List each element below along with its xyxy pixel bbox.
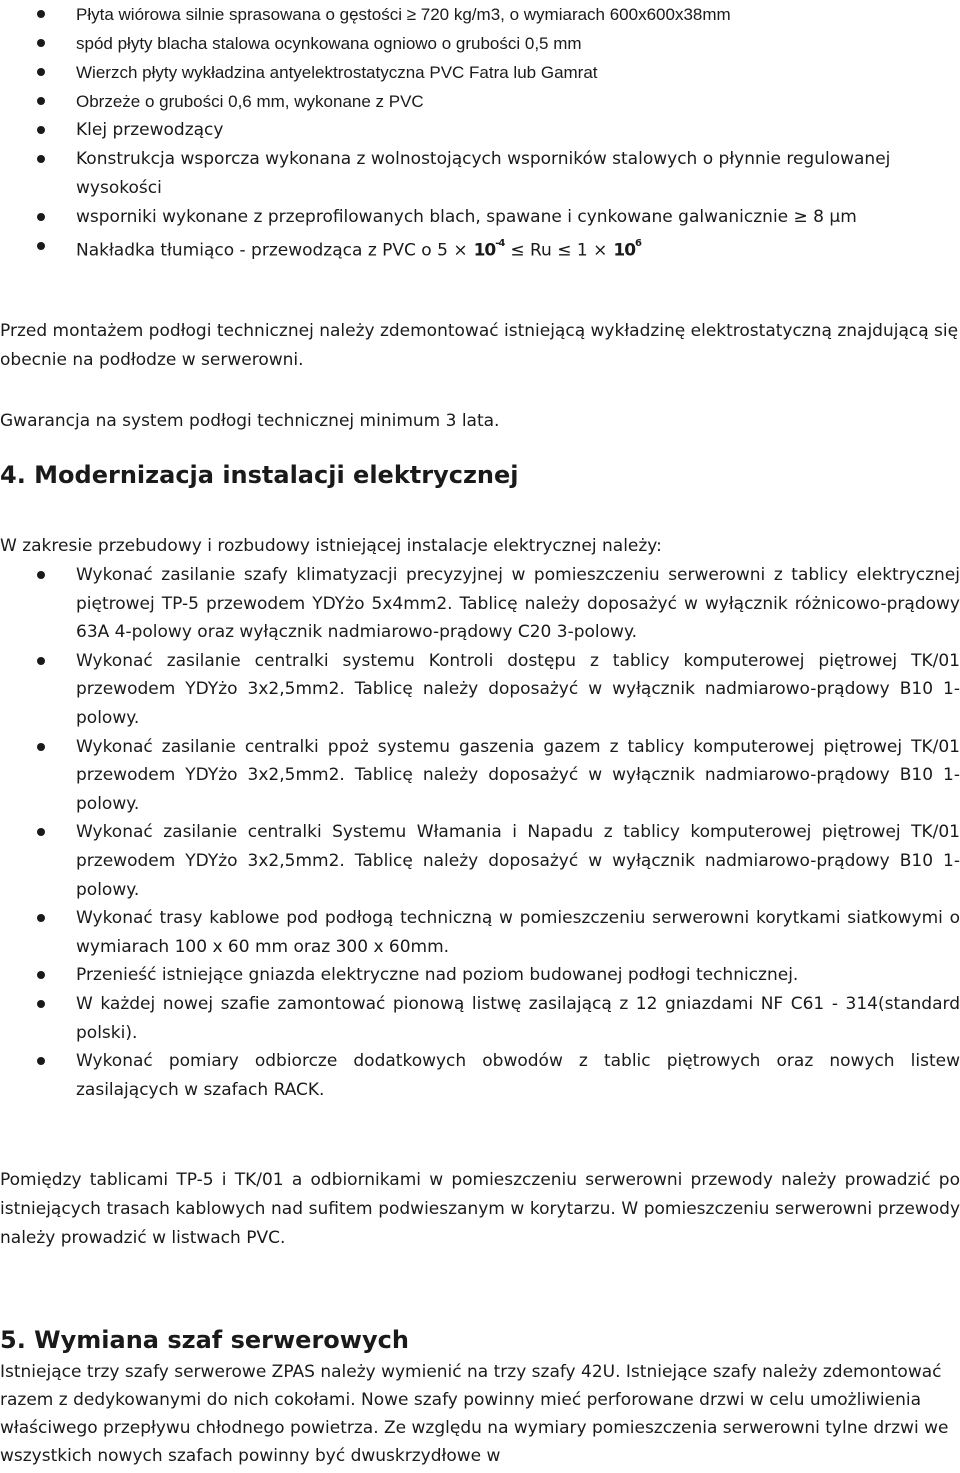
list-item: Wykonać trasy kablowe pod podłogą techniczną w pomieszczeniu serwerowni korytkami siatkowymi o wymiarach 100 x 60 mm oraz 300 x 60mm. [0, 904, 960, 961]
list-item: Wykonać zasilanie centralki ppoż systemu gaszenia gazem z tablicy komputerowej piętrowej TK/01 przewodem YDYżo 3x2,5mm2. Tablicę należy doposażyć w wyłącznik nadmiarowo-prądowy B10 1-polowy. [0, 733, 960, 819]
paragraph-montaz: Przed montażem podłogi technicznej należy zdemontować istniejącą wykładzinę elektrostatyczną znajdującą się obecnie na podłodze w serwerowni. [0, 321, 959, 370]
bullet-icon [37, 1057, 45, 1065]
bullet-icon [37, 68, 45, 76]
bullet-icon [37, 155, 45, 163]
bullet-icon [37, 657, 45, 665]
list-item: Wykonać pomiary odbiorcze dodatkowych obwodów z tablic piętrowych oraz nowych listew zasilających w szafach RACK. [0, 1047, 960, 1104]
electrical-task-list [0, 561, 960, 1104]
list-item: Wierzch płyty wykładzina antyelektrostatyczna PVC Fatra lub Gamrat [0, 58, 955, 87]
bullet-icon [37, 571, 45, 579]
list-item: Obrzeże o grubości 0,6 mm, wykonane z PVC [0, 87, 955, 116]
list-item: wsporniki wykonane z przeprofilowanych blach, spawane i cynkowane galwanicznie ≥ 8 µm [0, 203, 955, 232]
nakladka-prefix: Nakładka tłumiąco - przewodząca z PVC o 5 × [76, 240, 468, 261]
bullet-icon [37, 39, 45, 47]
list-item: Wykonać zasilanie centralki Systemu Włamania i Napadu z tablicy komputerowej piętrowej TK/01 przewodem YDYżo 3x2,5mm2. Tablicę należy doposażyć w wyłącznik nadmiarowo-prądowy B10 1-polowy. [0, 818, 960, 904]
list-item: Przenieść istniejące gniazda elektryczne nad poziom budowanej podłogi technicznej. [0, 961, 960, 990]
bullet-icon [37, 97, 45, 105]
list-item: Wykonać zasilanie szafy klimatyzacji precyzyjnej w pomieszczeniu serwerowni z tablicy elektrycznej piętrowej TP-5 przewodem YDYżo 5x4mm2. Tablicę należy doposażyć w wyłącznik różnicowo-prądowy 63A 4-polowy oraz wyłącznik nadmiarowo-prądowy C20 3-polowy. [0, 561, 960, 647]
list-item: Wykonać zasilanie centralki systemu Kontroli dostępu z tablicy komputerowej piętrowej TK/01 przewodem YDYżo 3x2,5mm2. Tablicę należy doposażyć w wyłącznik nadmiarowo-prądowy B10 1-polowy. [0, 647, 960, 733]
list-item: W każdej nowej szafie zamontować pionową listwę zasilającą z 12 gniazdami NF C61 - 314(standard polski). [0, 990, 960, 1047]
list-item: Klej przewodzący [0, 116, 955, 145]
section-4-heading: 4. Modernizacja instalacji elektrycznej [0, 461, 519, 489]
section-4-closing: Pomiędzy tablicami TP-5 i TK/01 a odbiornikami w pomieszczeniu serwerowni przewody należy prowadzić po istniejących trasach kablowych nad sufitem podwieszanym w korytarzu. W pomieszczeniu serwerowni przewody należy prowadzić w listwach PVC. [0, 1170, 960, 1248]
list-item: spód płyty blacha stalowa ocynkowana ogniowo o grubości 0,5 mm [0, 29, 955, 58]
section-5-heading: 5. Wymiana szaf serwerowych [0, 1326, 409, 1354]
section-5-text: Istniejące trzy szafy serwerowe ZPAS należy wymienić na trzy szafy 42U. Istniejące szafy należy zdemontować razem z dedykowanymi do nich cokołami. Nowe szafy powinny mieć perforowane drzwi w celu umożliwienia właściwego przepływu chłodnego powietrza. Ze względu na wymiary pomieszczenia serwerowni tylne drzwi we wszystkich nowych szafach powinny być dwuskrzydłowe w [0, 1362, 949, 1466]
bullet-icon [37, 828, 45, 836]
list-item: Konstrukcja wsporcza wykonana z wolnostojących wsporników stalowych o płynnie regulowanej wysokości [0, 145, 955, 203]
section-4-intro: W zakresie przebudowy i rozbudowy istniejącej instalacje elektrycznej należy: [0, 536, 662, 556]
bullet-icon [37, 914, 45, 922]
bullet-icon [37, 213, 45, 221]
bullet-icon [37, 971, 45, 979]
paragraph-gwarancja: Gwarancja na system podłogi technicznej minimum 3 lata. [0, 411, 500, 431]
power-of-ten-image: $10^6$ [613, 238, 641, 261]
bullet-icon [37, 126, 45, 134]
list-item [0, 232, 955, 266]
bullet-icon [37, 1000, 45, 1008]
nakladka-middle: ≤ Ru ≤ 1 × [510, 240, 608, 261]
bullet-icon [37, 10, 45, 18]
power-of-ten-image: $10^{-4}$ [473, 238, 505, 261]
bullet-icon [37, 743, 45, 751]
floor-spec-list [0, 0, 955, 266]
list-item: Płyta wiórowa silnie sprasowana o gęstości ≥ 720 kg/m3, o wymiarach 600x600x38mm [0, 0, 955, 29]
bullet-icon [37, 242, 45, 250]
